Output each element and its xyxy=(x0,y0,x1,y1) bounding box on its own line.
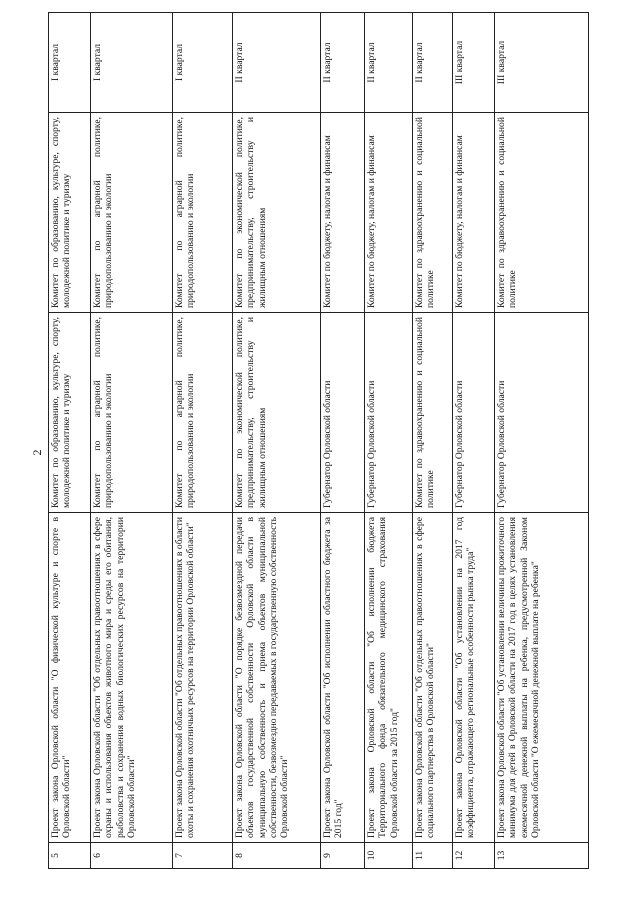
row-number: 9 xyxy=(321,843,365,869)
row-number: 10 xyxy=(365,843,413,869)
bill-title: Проект закона Орловской области "Об отдельных правоотношениях в сфере социального партнерства в Орловской области" xyxy=(413,513,453,843)
initiator-cell: Комитет по экономической политике, предпринимательству, строительству и жилищным отношениям xyxy=(233,313,321,513)
quarter-cell: I квартал xyxy=(173,13,233,113)
table-row xyxy=(321,13,365,869)
bill-title: Проект закона Орловской области "О физической культуре и спорте в Орловской области" xyxy=(49,513,91,843)
table-row xyxy=(49,13,91,869)
responsible-cell: Комитет по здравоохранению и социальной политике xyxy=(495,113,589,313)
table-row xyxy=(495,13,589,869)
legislative-plan-table xyxy=(48,12,589,869)
table-row xyxy=(91,13,173,869)
initiator-cell: Губернатор Орловской области xyxy=(321,313,365,513)
page-number: 2 xyxy=(30,449,44,456)
row-number: 7 xyxy=(173,843,233,869)
quarter-cell: III квартал xyxy=(453,13,495,113)
initiator-cell: Комитет по аграрной политике, природопользованию и экологии xyxy=(173,313,233,513)
row-number: 6 xyxy=(91,843,173,869)
table-row xyxy=(413,13,453,869)
bill-title: Проект закона Орловской области "Об исполнении бюджета Территориального фонда обязательного медицинского страхования Орловской области за 2015 год" xyxy=(365,513,413,843)
table-row xyxy=(173,13,233,869)
bill-title: Проект закона Орловской области "Об отдельных правоотношениях в области охоты и сохранения охотничьих ресурсов на территории Орловской области" xyxy=(173,513,233,843)
quarter-cell: I квартал xyxy=(49,13,91,113)
row-number: 11 xyxy=(413,843,453,869)
row-number: 8 xyxy=(233,843,321,869)
quarter-cell: II квартал xyxy=(233,13,321,113)
initiator-cell: Губернатор Орловской области xyxy=(365,313,413,513)
quarter-cell: I квартал xyxy=(91,13,173,113)
responsible-cell: Комитет по аграрной политике, природопользованию и экологии xyxy=(91,113,173,313)
responsible-cell: Комитет по бюджету, налогам и финансам xyxy=(321,113,365,313)
row-number: 5 xyxy=(49,843,91,869)
table-row xyxy=(233,13,321,869)
bill-title: Проект закона Орловской области "О порядке безвозмездной передачи объектов государственной собственности Орловской области в муниципальную собственность и приема объектов муниципальной собственности, безвозмездно передаваемых в государственную собственность Орловской области" xyxy=(233,513,321,843)
initiator-cell: Комитет по здравоохранению и социальной политике xyxy=(413,313,453,513)
responsible-cell: Комитет по здравоохранению и социальной политике xyxy=(413,113,453,313)
quarter-cell: II квартал xyxy=(365,13,413,113)
responsible-cell: Комитет по аграрной политике, природопользованию и экологии xyxy=(173,113,233,313)
initiator-cell: Губернатор Орловской области xyxy=(495,313,589,513)
initiator-cell: Комитет по аграрной политике, природопользованию и экологии xyxy=(91,313,173,513)
bill-title: Проект закона Орловской области "Об установлении на 2017 год коэффициента, отражающего региональные особенности рынка труда" xyxy=(453,513,495,843)
table-row xyxy=(453,13,495,869)
quarter-cell: III квартал xyxy=(495,13,589,113)
responsible-cell: Комитет по экономической политике, предпринимательству, строительству и жилищным отношениям xyxy=(233,113,321,313)
responsible-cell: Комитет по бюджету, налогам и финансам xyxy=(453,113,495,313)
bill-title: Проект закона Орловской области "Об исполнении областного бюджета за 2015 год" xyxy=(321,513,365,843)
initiator-cell: Комитет по образованию, культуре, спорту, молодежной политике и туризму xyxy=(49,313,91,513)
bill-title: Проект закона Орловской области "Об отдельных правоотношениях в сфере охраны и использования объектов животного мира и среды его обитания, рыболовства и сохранения водных биологических ресурсов на территории Орловской области" xyxy=(91,513,173,843)
row-number: 12 xyxy=(453,843,495,869)
quarter-cell: II квартал xyxy=(413,13,453,113)
bill-title: Проект закона Орловской области "Об установлении величины прожиточного минимума для детей в Орловской области на 2017 год в целях установления ежемесячной денежной выплаты на ребенка, предусмотренной Законом Орловской области "О ежемесячной денежной выплате на ребенка" xyxy=(495,513,589,843)
row-number: 13 xyxy=(495,843,589,869)
responsible-cell: Комитет по бюджету, налогам и финансам xyxy=(365,113,413,313)
quarter-cell: II квартал xyxy=(321,13,365,113)
table-row xyxy=(365,13,413,869)
responsible-cell: Комитет по образованию, культуре, спорту, молодежной политике и туризму xyxy=(49,113,91,313)
initiator-cell: Губернатор Орловской области xyxy=(453,313,495,513)
